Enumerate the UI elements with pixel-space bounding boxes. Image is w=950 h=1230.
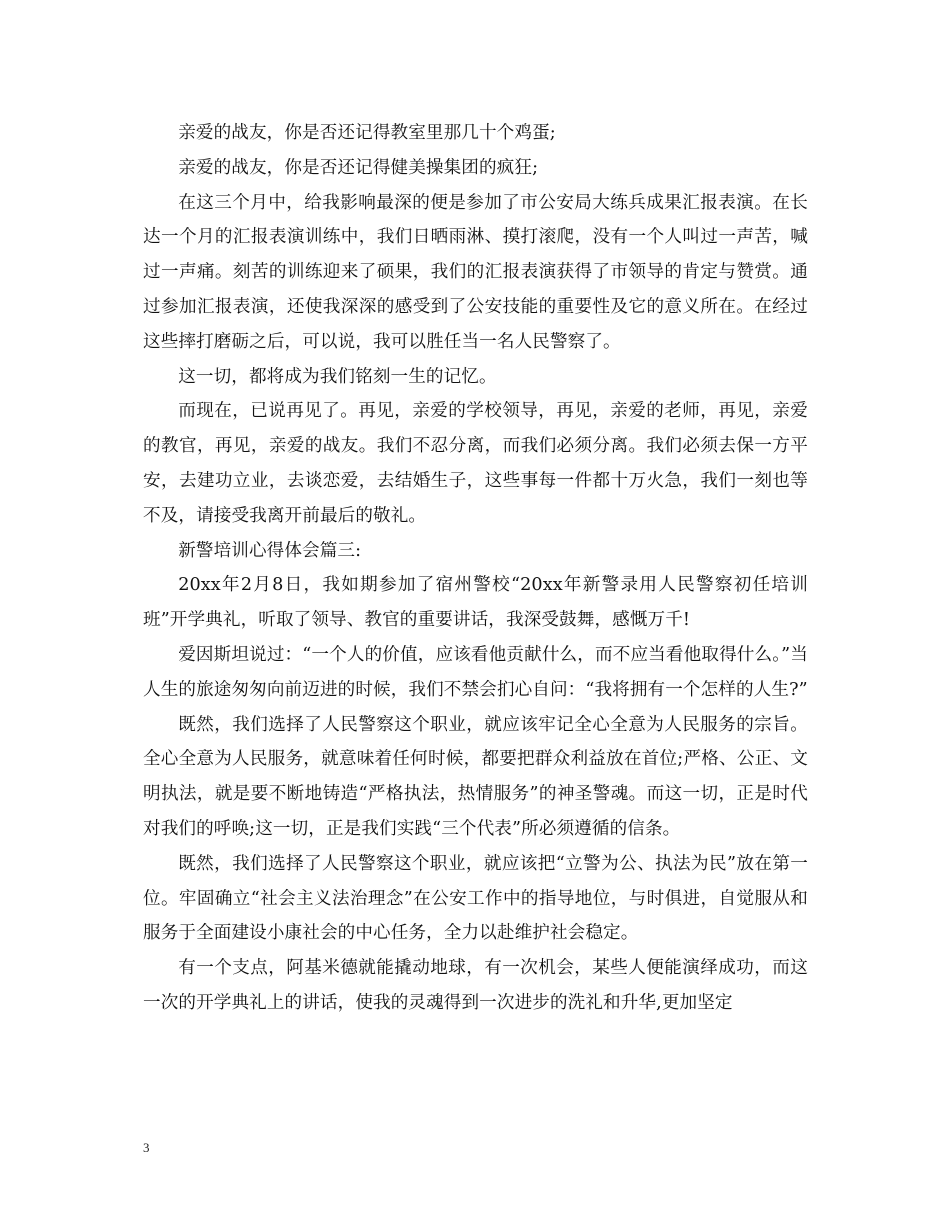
- paragraph-5: 而现在，已说再见了。再见，亲爱的学校领导，再见，亲爱的老师，再见，亲爱的教官，再见，亲爱的战友。我们不忍分离，而我们必须分离。我们必须去保一方平安，去建功立业，去谈恋爱，去结婚生子，这些事每一件都十万火急，我们一刻也等不及，请接受我离开前最后的敬礼。: [143, 401, 808, 526]
- document-body: [143, 116, 808, 1021]
- paragraph-3: 在这三个月中，给我影响最深的便是参加了市公安局大练兵成果汇报表演。在长达一个月的汇报表演训练中，我们日晒雨淋、摸打滚爬，没有一个人叫过一声苦，喊过一声痛。刻苦的训练迎来了硕果，我们的汇报表演获得了市领导的肯定与赞赏。通过参加汇报表演，还使我深深的感受到了公安技能的重要性及它的意义所在。在经过这些摔打磨砺之后，可以说，我可以胜任当一名人民警察了。: [143, 192, 808, 352]
- page-number: 3: [143, 1140, 150, 1155]
- paragraph-1: 亲爱的战友，你是否还记得教室里那几十个鸡蛋;: [178, 123, 556, 143]
- paragraph-10: 有一个支点，阿基米德就能撬动地球，有一次机会，某些人便能演绎成功，而这一次的开学典礼上的讲话，使我的灵魂得到一次进步的洗礼和升华,更加坚定: [143, 958, 808, 1013]
- paragraph-9: 既然，我们选择了人民警察这个职业，就应该把“立警为公、执法为民”放在第一位。牢固确立“社会主义法治理念”在公安工作中的指导地位，与时俱进，自觉服从和服务于全面建设小康社会的中心任务，全力以赴维护社会稳定。: [143, 853, 808, 944]
- paragraph-7: 爱因斯坦说过：“一个人的价值，应该看他贡献什么，而不应当看他取得什么。”当人生的旅途匆匆向前迈进的时候，我们不禁会扪心自问：“我将拥有一个怎样的人生?”: [143, 644, 808, 700]
- paragraph-4: 这一切，都将成为我们铭刻一生的记忆。: [178, 366, 497, 387]
- paragraph-6: 20xx年2月8日，我如期参加了宿州警校“20xx年新警录用人民警察初任培训班”开学典礼，听取了领导、教官的重要讲话，我深受鼓舞，感慨万千!: [143, 575, 808, 631]
- paragraph-2: 亲爱的战友，你是否还记得健美操集团的疯狂;: [178, 157, 539, 178]
- paragraph-8: 既然，我们选择了人民警察这个职业，就应该牢记全心全意为人民服务的宗旨。全心全意为人民服务，就意味着任何时候，都要把群众利益放在首位;严格、公正、文明执法，就是要不断地铸造“严格执法，热情服务”的神圣警魂。而这一切，正是时代对我们的呼唤;这一切，正是我们实践“三个代表”所必须遵循的信条。: [143, 714, 808, 839]
- section-heading: 新警培训心得体会篇三:: [178, 540, 362, 561]
